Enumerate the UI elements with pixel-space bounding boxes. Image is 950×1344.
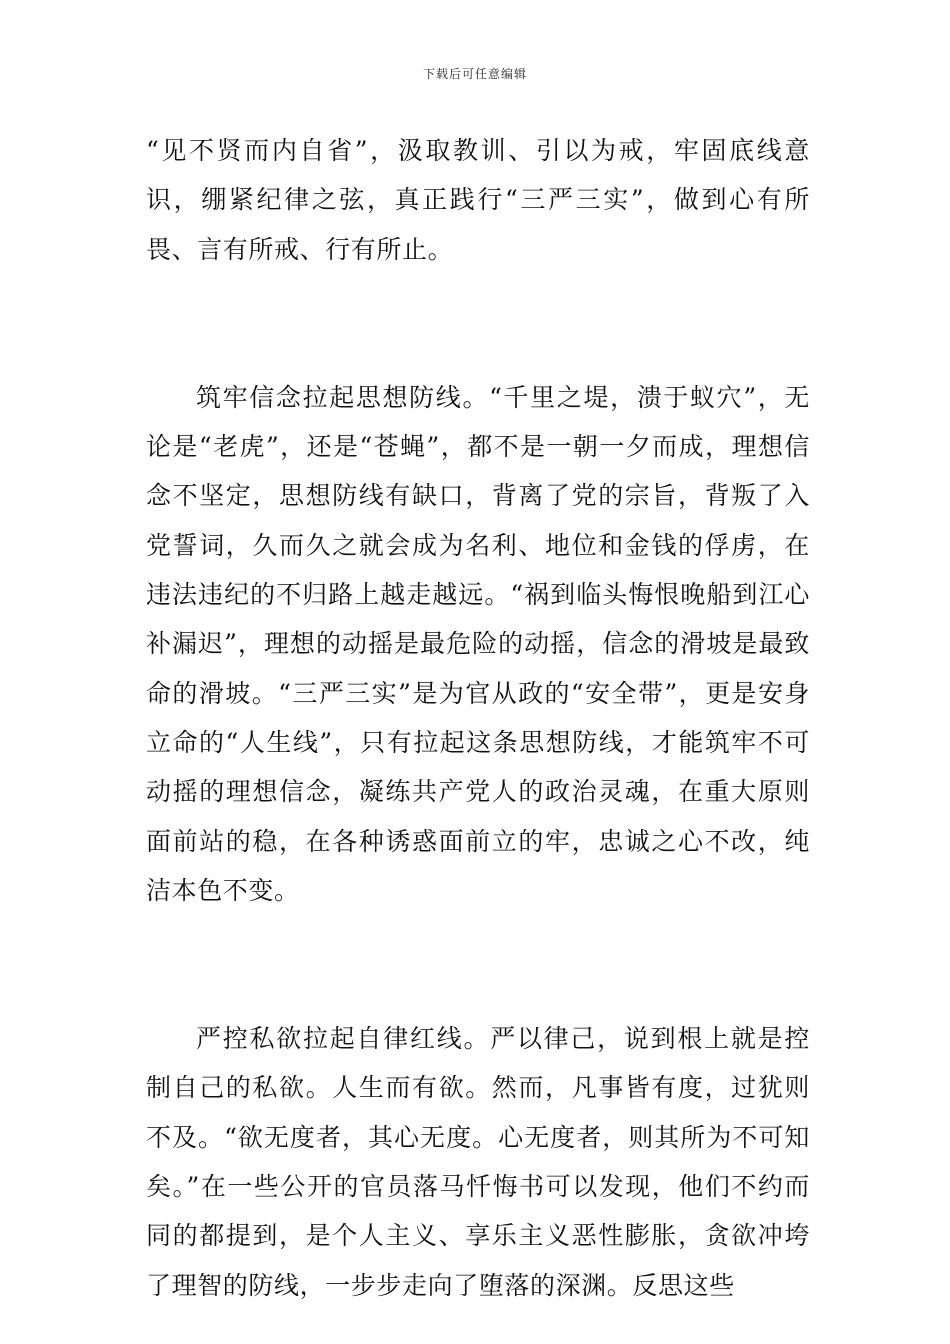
paragraph-ideal-belief: 筑牢信念拉起思想防线。“千里之堤，溃于蚁穴”，无论是“老虎”，还是“苍蝇”，都不是一朝一夕而成，理想信念不坚定，思想防线有缺口，背离了党的宗旨，背叛了入党誓词，久而久之就会成为名利、地位和金钱的俘虏，在违法违纪的不归路上越走越远。“祸到临头悔恨晚船到江心补漏迟”，理想的动摇是最危险的动摇，信念的滑坡是最致命的滑坡。“三严三实”是为官从政的“安全带”，更是安身立命的“人生线”，只有拉起这条思想防线，才能筑牢不可动摇的理想信念，凝练共产党人的政治灵魂，在重大原则面前站的稳，在各种诱惑面前立的牢，忠诚之心不改，纯洁本色不变。	[146, 382, 810, 905]
paragraph-spacer	[146, 915, 810, 1014]
paragraph-spacer	[146, 274, 810, 373]
page-header: 下载后可任意编辑	[422, 67, 527, 81]
document-body	[146, 126, 810, 1310]
paragraph-self-discipline: 严控私欲拉起自律红线。严以律己，说到根上就是控制自己的私欲。人生而有欲。然而，凡事皆有度，过犹则不及。“欲无度者，其心无度。心无度者，则其所为不可知矣。”在一些公开的官员落马忏悔书可以发现，他们不约而同的都提到，是个人主义、享乐主义恶性膨胀，贪欲冲垮了理智的防线，一步步走向了堕落的深渊。反思这些	[146, 1024, 810, 1300]
paragraph-continuation: “见不贤而内自省”，汲取教训、引以为戒，牢固底线意识，绷紧纪律之弦，真正践行“三严三实”，做到心有所畏、言有所戒、行有所止。	[146, 136, 810, 264]
